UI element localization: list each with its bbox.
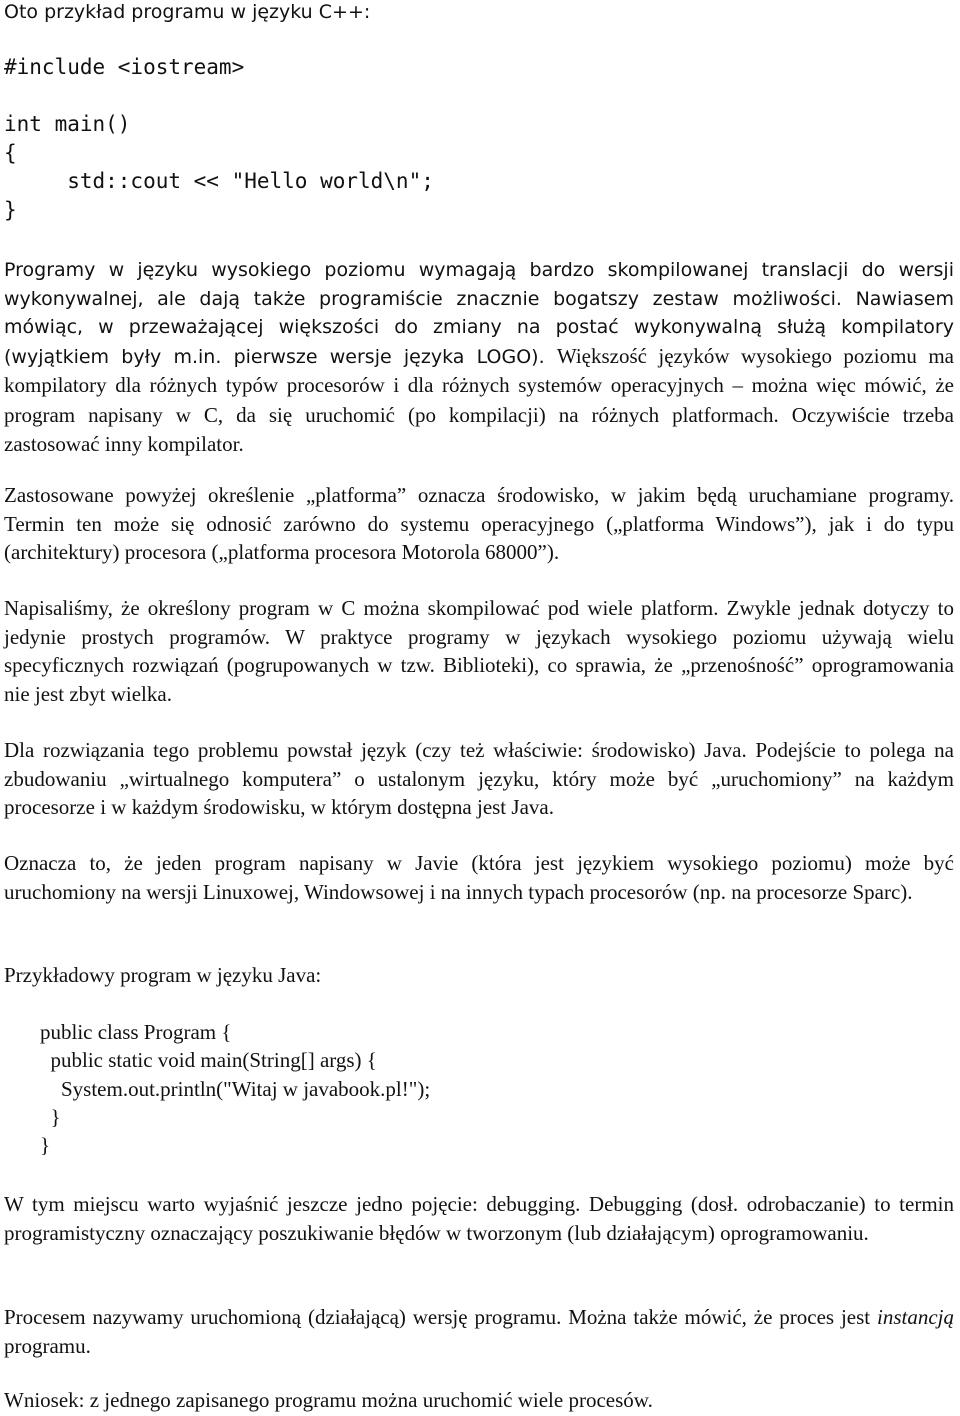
emphasized-term: instancją: [877, 1305, 954, 1329]
code-line: System.out.println("Witaj w javabook.pl!");: [40, 1077, 431, 1101]
code-line: #include <iostream>: [4, 55, 245, 79]
code-line: {: [4, 141, 17, 165]
paragraph-3: Napisaliśmy, że określony program w C można skompilować pod wiele platform. Zwykle jednak dotyczy to jedynie prostych programów. W praktyce programy w językach wysokiego poziomu używają wielu specyficznych rozwiązań (pogrupowanych w tzw. Biblioteki), co sprawia, że „przenośność” oprogramowania nie jest zbyt wielka.: [4, 596, 954, 706]
paragraph-8-text-end: programu.: [4, 1333, 91, 1358]
code-line: public static void main(String[] args) {: [40, 1048, 377, 1072]
paragraph-2: Zastosowane powyżej określenie „platforma” oznacza środowisko, w jakim będą uruchamiane programy. Termin ten może się odnosić zarówno do systemu operacyjnego („platforma Windows”), jak i do typu (architektury) procesora („platforma procesora Motorola 68000”).: [4, 483, 954, 564]
paragraph-7: W tym miejscu warto wyjaśnić jeszcze jedno pojęcie: debugging. Debugging (dosł. odrobaczanie) to termin programistyczny oznaczający poszukiwanie błędów w tworzonym (lub działającym) oprogramowaniu.: [4, 1192, 954, 1245]
code-line: }: [4, 198, 17, 222]
code-line: }: [40, 1105, 61, 1129]
paragraph-9: Wniosek: z jednego zapisanego programu można uruchomić wiele procesów.: [4, 1388, 653, 1412]
code-line: int main(): [4, 112, 131, 136]
paragraph-8-text: Procesem nazywamy uruchomioną (działającą) wersję programu. Można także mówić, że proces jest: [4, 1305, 877, 1329]
paragraph-1-serif: Większość języków wysokiego poziomu ma kompilatory dla różnych typów procesorów i dla różnych systemów operacyjnych – można więc mówić, że program napisany w C, da się uruchomić (po kompilacji) na różnych platformach. Oczywiście trzeba zastosować inny kompilator.: [4, 343, 954, 456]
paragraph-1: [4, 256, 954, 460]
paragraph-4: Dla rozwiązania tego problemu powstał język (czy też właściwie: środowisko) Java. Podejście to polega na zbudowaniu „wirtualnego komputera” o ustalonym języku, który może być „uruchomiony” na każdym procesorze i w każdym środowisku, w którym dostępna jest Java.: [4, 738, 954, 819]
paragraph-1-sans: Programy w języku wysokiego poziomu wymagają bardzo skompilowanej translacji do wersji wykonywalnej, ale dają także programiście znacznie bogatszy zestaw możliwości. Nawiasem mówiąc, w przeważającej większości do zmiany na postać wykonywalną służą kompilatory (wyjątkiem były m.in. pierwsze wersje języka LOGO).: [4, 259, 954, 368]
paragraph-8: [4, 1303, 954, 1360]
paragraph-5: Oznacza to, że jeden program napisany w Javie (która jest językiem wysokiego poziomu) może być uruchomiony na wersji Linuxowej, Windowsowej i na innych typach procesorów (np. na procesorze Sparc).: [4, 851, 954, 904]
paragraph-6: Przykładowy program w języku Java:: [4, 963, 322, 987]
intro-text: Oto przykład programu w języku C++:: [4, 1, 371, 23]
code-line: public class Program {: [40, 1020, 232, 1044]
code-line: std::cout << "Hello world\n";: [4, 169, 434, 193]
code-line: }: [40, 1133, 51, 1157]
